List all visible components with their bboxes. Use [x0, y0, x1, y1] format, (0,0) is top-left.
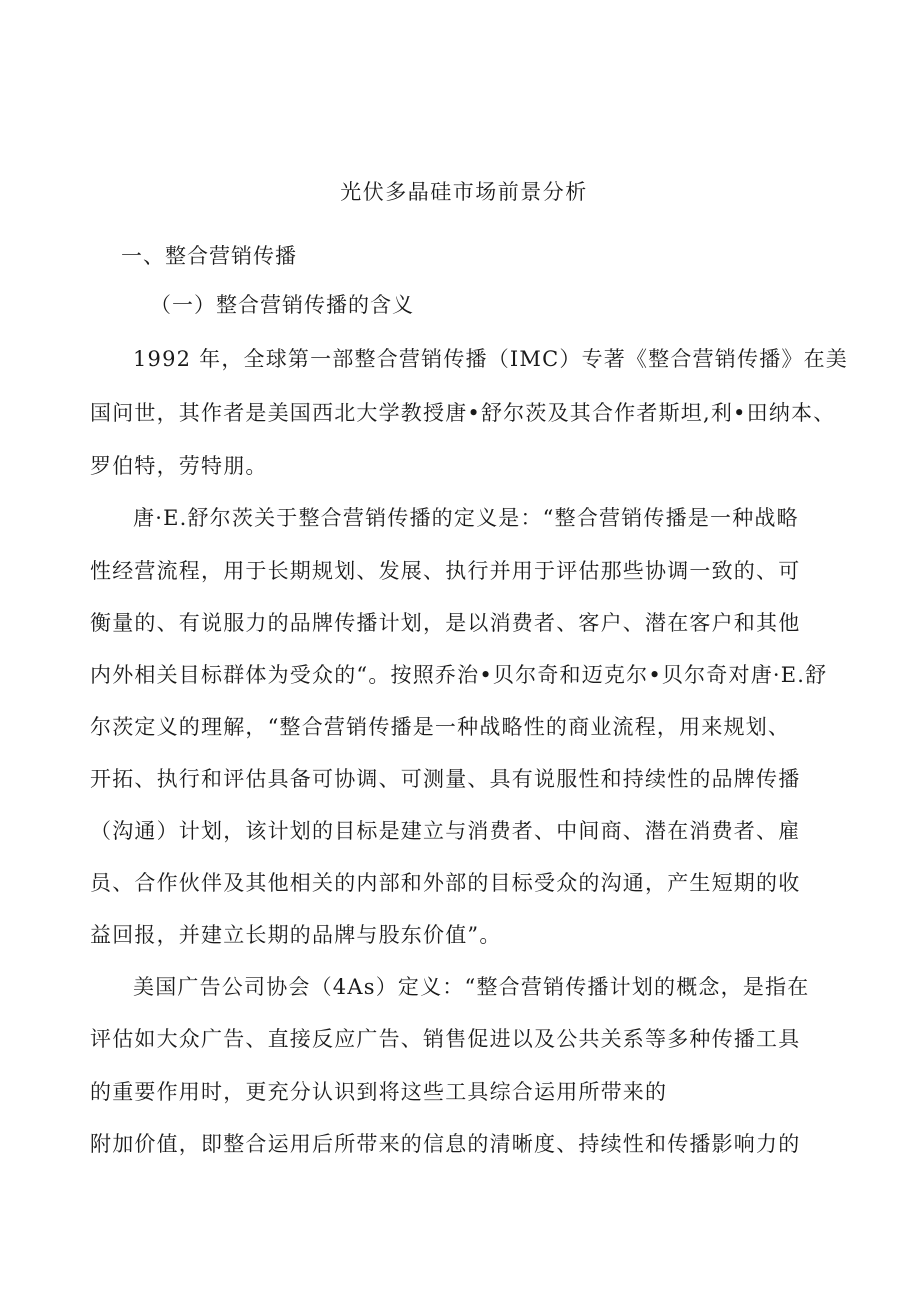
- paragraph-line: 唐·E.舒尔茨关于整合营销传播的定义是：“整合营销传播是一种战略: [133, 506, 799, 530]
- paragraph-line: （沟通）计划，该计划的目标是建立与消费者、中间商、潜在消费者、雇: [90, 819, 801, 843]
- paragraph-line: 罗伯特，劳特朋。: [90, 454, 268, 478]
- section-heading: 一、整合营销传播: [121, 244, 297, 268]
- paragraph-line: 员、合作伙伴及其他相关的内部和外部的目标受众的沟通，产生短期的收: [90, 871, 801, 895]
- paragraph-line: 的重要作用时，更充分认识到将这些工具综合运用所带来的: [90, 1080, 668, 1104]
- paragraph-line: 1992 年，全球第一部整合营销传播（IMC）专著《整合营销传播》在美: [133, 347, 848, 371]
- paragraph-line: 内外相关目标群体为受众的“。按照乔治•贝尔奇和迈克尔•贝尔奇对唐·E.舒: [90, 663, 828, 687]
- paragraph-line: 尔茨定义的理解，“整合营销传播是一种战略性的商业流程，用来规划、: [90, 715, 791, 739]
- paragraph-line: 衡量的、有说服力的品牌传播计划，是以消费者、客户、潜在客户和其他: [90, 611, 801, 635]
- document-title: 光伏多晶硅市场前景分析: [340, 180, 588, 204]
- paragraph-line: 性经营流程，用于长期规划、发展、执行并用于评估那些协调一致的、可: [90, 559, 801, 583]
- paragraph-line: 开拓、执行和评估具备可协调、可测量、具有说服性和持续性的品牌传播: [90, 767, 801, 791]
- paragraph-line: 美国广告公司协会（4As）定义：“整合营销传播计划的概念，是指在: [133, 975, 810, 999]
- paragraph-line: 国问世，其作者是美国西北大学教授唐•舒尔茨及其合作者斯坦,利•田纳本、: [90, 401, 836, 425]
- paragraph-line: 益回报，并建立长期的品牌与股东价值”。: [90, 923, 502, 947]
- paragraph-line: 评估如大众广告、直接反应广告、销售促进以及公共关系等多种传播工具: [90, 1027, 801, 1051]
- paragraph-line: 附加价值，即整合运用后所带来的信息的清晰度、持续性和传播影响力的: [90, 1132, 801, 1156]
- subsection-heading: （一）整合营销传播的含义: [150, 293, 414, 317]
